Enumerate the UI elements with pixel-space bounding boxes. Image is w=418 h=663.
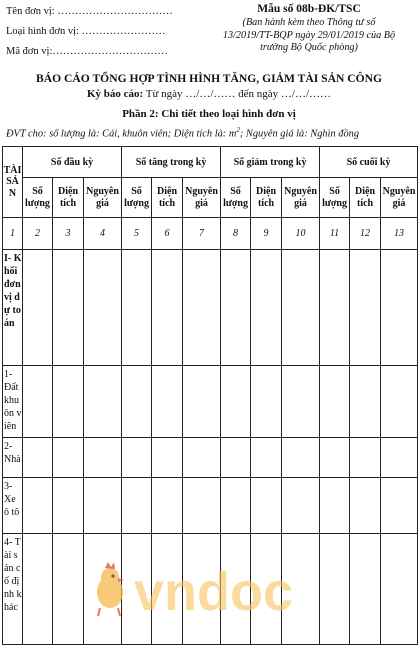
table-cell [320, 438, 350, 478]
sub-header-3-1: Diện tích [350, 178, 381, 218]
col-number-2: 2 [23, 218, 53, 250]
sub-header-0-2: Nguyên giá [84, 178, 122, 218]
table-cell [84, 366, 122, 438]
unit-info [6, 2, 206, 62]
table-cell [122, 366, 152, 438]
table-cell [23, 438, 53, 478]
table-cell [23, 366, 53, 438]
table-cell [23, 250, 53, 366]
table-cell [251, 478, 282, 534]
form-subtitle-2: 13/2019/TT-BQP ngày 29/01/2019 của Bộ [222, 29, 396, 41]
col-number-9: 9 [251, 218, 282, 250]
sub-header-1-0: Số lượng [122, 178, 152, 218]
table-row [3, 438, 418, 478]
row-label: 2- Nhà [3, 438, 23, 478]
table-cell [320, 250, 350, 366]
table-cell [251, 250, 282, 366]
table-cell [350, 438, 381, 478]
table-cell [251, 438, 282, 478]
table-cell [221, 438, 251, 478]
vndoc-watermark [88, 560, 328, 620]
table-cell [251, 366, 282, 438]
period-label: Kỳ báo cáo: [86, 88, 144, 100]
form-subtitle-3: trưởng Bộ Quốc phòng) [260, 42, 358, 53]
table-cell [350, 366, 381, 438]
watermark-text: vndoc [134, 562, 294, 620]
table-cell [350, 534, 381, 645]
table-cell [122, 438, 152, 478]
table-cell [23, 534, 53, 645]
col-number-6: 6 [152, 218, 183, 250]
col-number-10: 10 [282, 218, 320, 250]
table-cell [381, 366, 418, 438]
table-cell [183, 366, 221, 438]
report-title: BÁO CÁO TỔNG HỢP TÌNH HÌNH TĂNG, GIẢM TÀI SẢN CÔNG [35, 72, 383, 85]
table-cell [122, 250, 152, 366]
col-number-13: 13 [381, 218, 418, 250]
group-header-closing: Số cuối kỳ [320, 147, 418, 178]
table-cell [183, 478, 221, 534]
col-number-7: 7 [183, 218, 221, 250]
unit-note [6, 124, 418, 140]
sub-header-2-0: Số lượng [221, 178, 251, 218]
unit-note-before: ĐVT cho: số lượng là: Cái, khuôn viên; Diện tích là: m [6, 128, 237, 140]
table-cell [221, 478, 251, 534]
unit-name-line: Tên đơn vị: …………………………… [6, 6, 173, 17]
col-number-8: 8 [221, 218, 251, 250]
table-row [3, 478, 418, 534]
row-label: 4- Tài sản cố định khác [3, 534, 23, 645]
table-cell [152, 438, 183, 478]
col-number-11: 11 [320, 218, 350, 250]
group-header-opening: Số đầu kỳ [23, 147, 122, 178]
col-number-3: 3 [53, 218, 84, 250]
row-label: 3- Xe ô tô [3, 478, 23, 534]
table-cell [53, 250, 84, 366]
col-number-1: 1 [3, 218, 23, 250]
table-cell [152, 478, 183, 534]
table-cell [183, 250, 221, 366]
sub-header-1-1: Diện tích [152, 178, 183, 218]
unit-note-after: ; Nguyên giá là: Nghìn đồng [239, 128, 360, 140]
table-cell [282, 438, 320, 478]
form-subtitle-1: (Ban hành kèm theo Thông tư số [242, 17, 376, 28]
table-cell [381, 478, 418, 534]
col-header-asset: TÀI SẢN [3, 147, 23, 218]
table-cell [320, 366, 350, 438]
table-cell [381, 534, 418, 645]
table-cell [84, 250, 122, 366]
table-cell [152, 366, 183, 438]
sub-header-0-1: Diện tích [53, 178, 84, 218]
table-row [3, 366, 418, 438]
sub-header-3-0: Số lượng [320, 178, 350, 218]
sub-header-3-2: Nguyên giá [381, 178, 418, 218]
sub-header-0-0: Số lượng [23, 178, 53, 218]
unit-type-line: Loại hình đơn vị: …………………… [6, 26, 166, 37]
table-row [3, 250, 418, 366]
table-cell [53, 438, 84, 478]
table-cell [152, 250, 183, 366]
form-number: Mẫu số 08b-ĐK/TSC [257, 3, 361, 15]
chicken-mascot-icon [97, 562, 124, 616]
table-cell [53, 478, 84, 534]
group-header-increase: Số tăng trong kỳ [122, 147, 221, 178]
unit-note-sup: 2 [236, 126, 240, 134]
col-number-4: 4 [84, 218, 122, 250]
table-cell [381, 250, 418, 366]
period-text: Từ ngày …/…/…… đến ngày …/…/…… [145, 88, 332, 100]
row-label: I- Khối đơn vị dự toán [3, 250, 23, 366]
group-header-decrease: Số giảm trong kỳ [221, 147, 320, 178]
col-number-12: 12 [350, 218, 381, 250]
table-cell [84, 438, 122, 478]
table-cell [84, 478, 122, 534]
table-cell [350, 478, 381, 534]
row-label: 1- Đất khuôn viên [3, 366, 23, 438]
table-cell [282, 366, 320, 438]
table-cell [53, 534, 84, 645]
table-cell [183, 438, 221, 478]
unit-code-line: Mã đơn vị:…………………………… [6, 46, 168, 57]
sub-header-2-1: Diện tích [251, 178, 282, 218]
table-cell [122, 478, 152, 534]
sub-header-2-2: Nguyên giá [282, 178, 320, 218]
col-number-5: 5 [122, 218, 152, 250]
table-cell [23, 478, 53, 534]
table-cell [282, 250, 320, 366]
table-cell [53, 366, 84, 438]
table-cell [221, 366, 251, 438]
table-cell [320, 478, 350, 534]
table-cell [350, 250, 381, 366]
report-period [0, 87, 418, 101]
part-title: Phần 2: Chi tiết theo loại hình đơn vị [122, 108, 296, 120]
table-cell [221, 250, 251, 366]
form-info [206, 2, 412, 55]
table-cell [381, 438, 418, 478]
table-cell [282, 478, 320, 534]
sub-header-1-2: Nguyên giá [183, 178, 221, 218]
